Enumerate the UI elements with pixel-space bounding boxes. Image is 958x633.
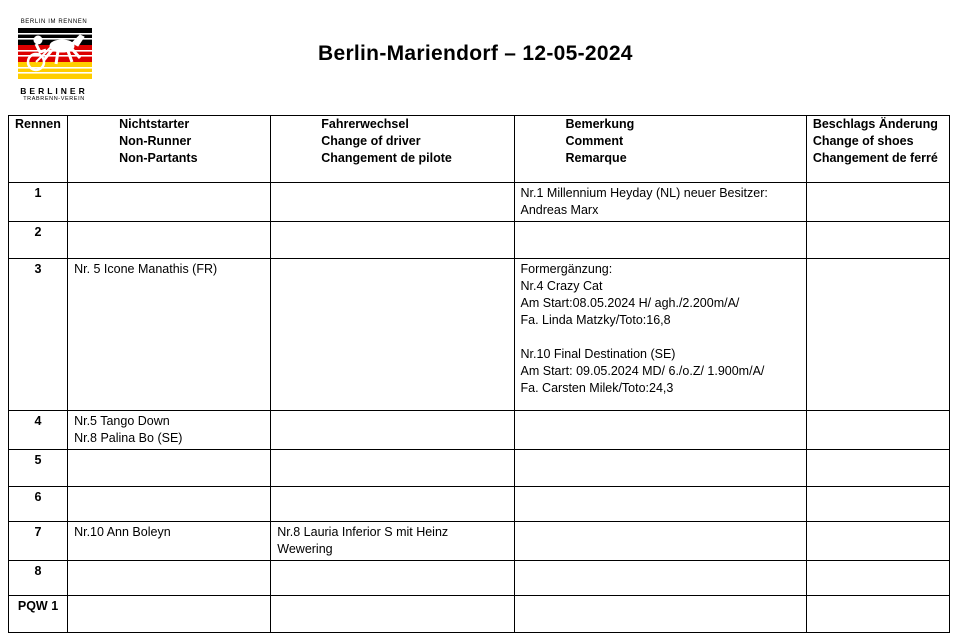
page-title: Berlin-Mariendorf – 12-05-2024 — [318, 42, 633, 65]
race-number: 2 — [9, 222, 68, 259]
race-number: 8 — [9, 561, 68, 596]
cell-comment — [514, 596, 806, 633]
header-nichtstarter: Nichtstarter Non-Runner Non-Partants — [68, 116, 271, 183]
cell-driver — [271, 259, 514, 411]
cell-driver — [271, 561, 514, 596]
comment-line: Formergänzung: — [520, 262, 613, 276]
comment-line: Fa. Linda Matzky/Toto:16,8 — [520, 313, 671, 327]
cell-nonrunner — [68, 183, 271, 222]
cell-comment — [514, 222, 806, 259]
race-changes-table — [8, 115, 950, 633]
logo-subtitle: TRABRENN-VEREIN — [23, 96, 85, 102]
cell-nonrunner — [68, 561, 271, 596]
cell-shoes — [806, 411, 949, 450]
header-bemerkung: Bemerkung Comment Remarque — [514, 116, 806, 183]
comment-line — [521, 329, 800, 346]
cell-shoes — [806, 487, 949, 522]
cell-shoes — [806, 450, 949, 487]
cell-comment — [514, 183, 806, 222]
race-number: 1 — [9, 183, 68, 222]
cell-driver — [271, 450, 514, 487]
table-row — [9, 183, 950, 222]
nonrunner-line: Nr.5 Tango Down — [74, 414, 170, 428]
cell-nonrunner — [68, 259, 271, 411]
table-row — [9, 561, 950, 596]
race-number: 7 — [9, 522, 68, 561]
cell-comment — [514, 487, 806, 522]
comment-line: Nr.10 Final Destination (SE) — [520, 347, 676, 361]
comment-line: Nr.1 Millennium Heyday (NL) neuer Besitzer: — [520, 186, 768, 200]
cell-nonrunner — [68, 596, 271, 633]
comment-line: Andreas Marx — [520, 203, 599, 217]
table-row — [9, 222, 950, 259]
comment-line: Fa. Carsten Milek/Toto:24,3 — [520, 381, 674, 395]
comment-line: Am Start: 09.05.2024 MD/ 6./o.Z/ 1.900m/A/ — [520, 364, 765, 378]
race-number: 4 — [9, 411, 68, 450]
logo-flag-horse-icon — [14, 26, 94, 81]
cell-driver — [271, 222, 514, 259]
cell-comment — [514, 450, 806, 487]
cell-shoes — [806, 183, 949, 222]
table-row — [9, 487, 950, 522]
table-row — [9, 596, 950, 633]
cell-shoes — [806, 596, 949, 633]
logo-top-text: BERLIN IM RENNEN — [20, 19, 88, 25]
cell-nonrunner — [68, 487, 271, 522]
cell-nonrunner — [68, 411, 271, 450]
race-number: 3 — [9, 259, 68, 411]
cell-shoes — [806, 561, 949, 596]
cell-driver — [271, 522, 514, 561]
nonrunner-line: Nr.10 Ann Boleyn — [74, 525, 171, 539]
cell-comment — [514, 411, 806, 450]
cell-nonrunner — [68, 450, 271, 487]
club-logo — [14, 18, 94, 100]
cell-nonrunner — [68, 522, 271, 561]
comment-line: Nr.4 Crazy Cat — [520, 279, 603, 293]
table-row — [9, 522, 950, 561]
header-fahrerwechsel: Fahrerwechsel Change of driver Changement de pilote — [271, 116, 514, 183]
comment-line: Am Start:08.05.2024 H/ agh./2.200m/A/ — [520, 296, 740, 310]
cell-comment — [514, 259, 806, 411]
table-row — [9, 450, 950, 487]
cell-comment — [514, 522, 806, 561]
nonrunner-line: Nr.8 Palina Bo (SE) — [74, 431, 183, 445]
race-number: PQW 1 — [9, 596, 68, 633]
race-number: 5 — [9, 450, 68, 487]
cell-driver — [271, 183, 514, 222]
cell-shoes — [806, 259, 949, 411]
header-beschlag: Beschlags Änderung Change of shoes Changement de ferré — [806, 116, 949, 183]
header-rennen: Rennen — [9, 116, 68, 183]
table-row — [9, 259, 950, 411]
driver-line: Wewering — [277, 542, 333, 556]
cell-comment — [514, 561, 806, 596]
cell-driver — [271, 596, 514, 633]
logo-name: BERLINER — [20, 86, 88, 96]
cell-shoes — [806, 222, 949, 259]
cell-driver — [271, 487, 514, 522]
cell-driver — [271, 411, 514, 450]
cell-shoes — [806, 522, 949, 561]
race-number: 6 — [9, 487, 68, 522]
driver-line: Nr.8 Lauria Inferior S mit Heinz — [277, 525, 449, 539]
table-row — [9, 411, 950, 450]
nonrunner-line: Nr. 5 Icone Manathis (FR) — [74, 262, 218, 276]
cell-nonrunner — [68, 222, 271, 259]
table-header-row — [9, 116, 950, 183]
